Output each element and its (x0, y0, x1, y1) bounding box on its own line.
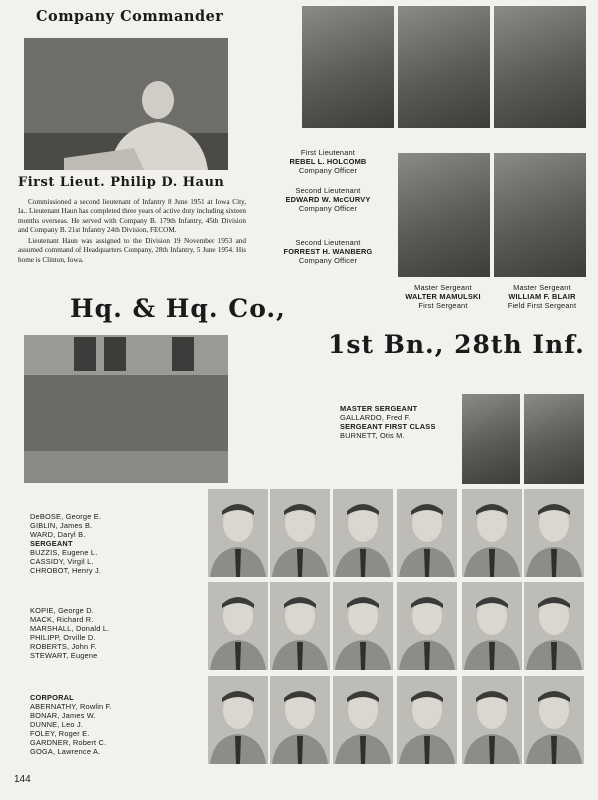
soldier-portrait (397, 676, 457, 764)
soldier-portrait (462, 582, 522, 670)
soldier-portrait (270, 676, 330, 764)
soldier-portrait (270, 582, 330, 670)
soldier-portrait (524, 676, 584, 764)
soldier-portrait (397, 489, 457, 577)
soldier-portrait (208, 582, 268, 670)
officer-portrait (302, 6, 394, 128)
officer-caption: Second Lieutenant EDWARD W. McCURVY Company Officer (285, 186, 371, 213)
sergeant-portrait (494, 153, 586, 277)
bio-paragraph: Lieutenant Haun was assigned to the Division 19 November 1953 and assumed command of Headquarters Company, 28th Infantry, 5 June 1954. His home is Clinton, Iowa. (18, 237, 246, 264)
officer-caption: Second Lieutenant FORREST H. WANBERG Company Officer (283, 238, 373, 265)
officer-caption: First Lieutenant REBEL L. HOLCOMB Company Officer (289, 148, 367, 175)
commander-photo (24, 38, 228, 170)
officer-portrait (398, 6, 490, 128)
unit-title: Hq. & Hq. Co., (70, 294, 286, 323)
roster-group: CORPORAL ABERNATHY, Rowlin F. BONAR, James W. DUNNE, Leo J. FOLEY, Roger E. GARDNER, Robert C. GOGA, Lawrence A. (30, 693, 112, 756)
commander-bio (18, 198, 246, 267)
nco-portrait (462, 394, 520, 484)
soldier-portrait (524, 489, 584, 577)
soldier-portrait (333, 489, 393, 577)
battalion-title: 1st Bn., 28th Inf. (328, 330, 585, 359)
group-photo (24, 335, 228, 483)
soldier-portrait (208, 676, 268, 764)
soldier-portrait (524, 582, 584, 670)
officer-portrait (494, 6, 586, 128)
soldier-portrait (208, 489, 268, 577)
sergeant-caption: Master Sergeant WALTER MAMULSKI First Sergeant (405, 283, 481, 310)
nco-caption: MASTER SERGEANT GALLARDO, Fred F. SERGEANT FIRST CLASS BURNETT, Otis M. (340, 404, 436, 440)
soldier-portrait (462, 489, 522, 577)
section-heading: Company Commander (36, 8, 224, 25)
sergeant-portrait (398, 153, 490, 277)
nco-portrait (524, 394, 584, 484)
soldier-portrait (333, 582, 393, 670)
soldier-portrait (462, 676, 522, 764)
sergeant-caption: Master Sergeant WILLIAM F. BLAIR Field First Sergeant (507, 283, 577, 310)
bio-paragraph: Commissioned a second lieutenant of Infantry 8 June 1951 at Iowa City, Ia.. Lieutenant Haun has completed three years of active duty including sixteen months overseas. He served with Company B. 179th Infantry, 45th Division and Company B. 21st Infantry 24th Division, FECOM. (18, 198, 246, 234)
roster-group: DeBOSE, George E. GIBLIN, James B. WARD, Daryl B. SERGEANT BUZZIS, Eugene L. CASSIDY, Virgil L. CHROBOT, Henry J. (30, 512, 102, 575)
soldier-portrait (270, 489, 330, 577)
soldier-portrait (397, 582, 457, 670)
roster-group: KOPIE, George D. MACK, Richard R. MARSHALL, Donald L. PHILIPP, Orville D. ROBERTS, John F. STEWART, Eugene (30, 606, 110, 660)
soldier-portrait (333, 676, 393, 764)
commander-name: First Lieut. Philip D. Haun (18, 175, 225, 190)
page-number: 144 (14, 774, 31, 785)
